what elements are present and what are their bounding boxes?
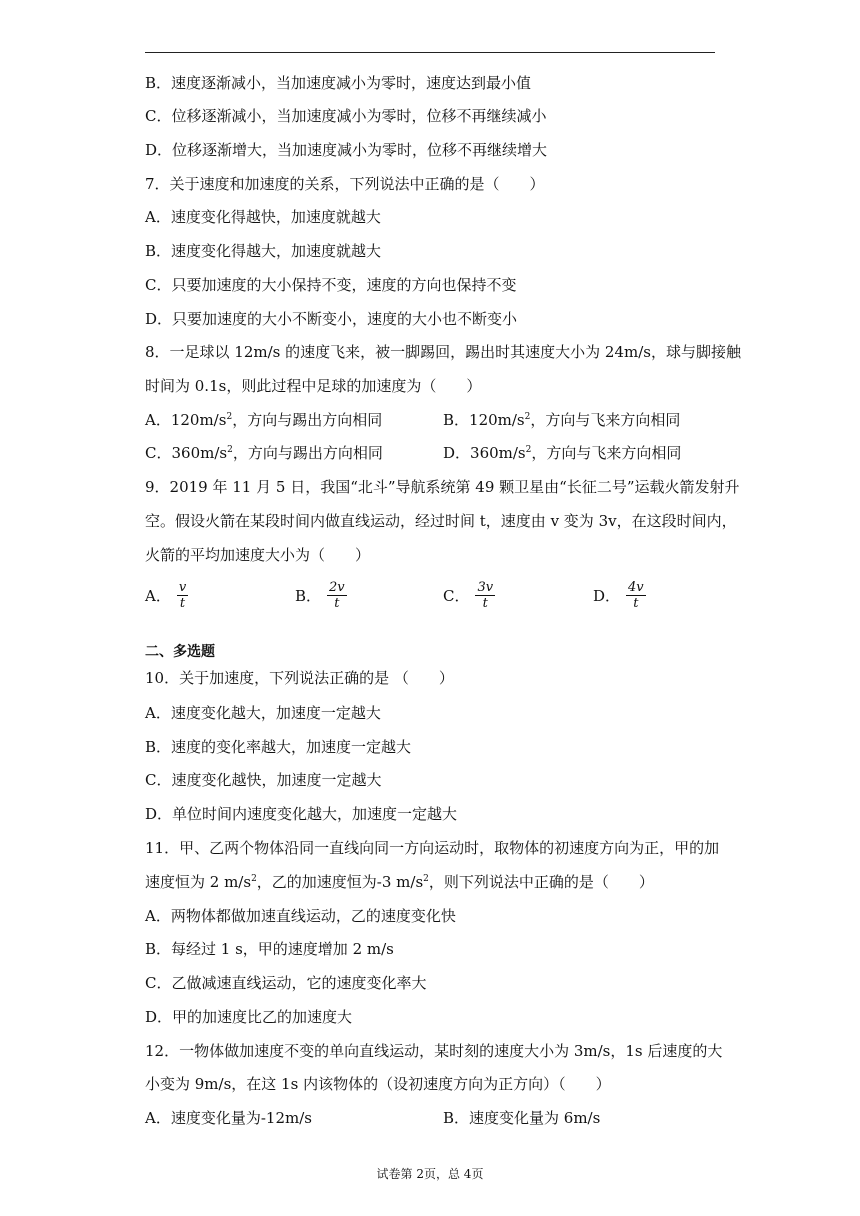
- page-footer: 试卷第 2页，总 4页: [376, 1167, 484, 1181]
- q10-option-c: C．速度变化越快，加速度一定越大: [145, 771, 382, 789]
- q9-option-d-numerator: 4v: [628, 580, 644, 595]
- q8-option-d-post: ，方向与飞来方向相同: [531, 444, 682, 462]
- q11-stem-part-c: ，则下列说法中正确的是（ ）: [428, 873, 654, 891]
- q11-stem-part-b: ，乙的加速度恒为-3 m/s: [256, 873, 424, 891]
- q7-stem: 7．关于速度和加速度的关系，下列说法中正确的是（ ）: [145, 175, 545, 193]
- q8-option-a-sup: 2: [226, 412, 233, 422]
- q8-option-c-pre: C．360m/s: [145, 444, 228, 462]
- q12-option-b: B．速度变化量为 6m/s: [443, 1109, 601, 1127]
- q8-option-c-post: ，方向与踢出方向相同: [232, 444, 383, 462]
- q12-stem-line2: 小变为 9m/s，在这 1s 内该物体的（设初速度方向为正方向）（ ）: [145, 1075, 611, 1093]
- q8-option-a: [145, 410, 382, 430]
- q9-option-c-numerator: 3v: [477, 580, 494, 595]
- q8-option-d-sup: 2: [525, 445, 532, 455]
- q8-option-d: [443, 443, 681, 463]
- q8-option-a-pre: A．120m/s: [145, 411, 227, 429]
- q9-option-a-denominator: t: [179, 596, 186, 611]
- q6-option-d: D．位移逐渐增大，当加速度减小为零时，位移不再继续增大: [145, 141, 548, 159]
- section-heading-multi-choice: 二、多选题: [145, 644, 215, 660]
- q8-option-b: [443, 410, 680, 430]
- q8-option-c: [145, 443, 383, 463]
- q8-stem-line2: 时间为 0.1s，则此过程中足球的加速度为（ ）: [145, 377, 482, 395]
- q7-option-c: C．只要加速度的大小保持不变，速度的方向也保持不变: [145, 276, 517, 294]
- q9-option-d: [593, 580, 646, 611]
- q9-option-c-denominator: t: [482, 596, 488, 611]
- q9-stem-line2: 空。假设火箭在某段时间内做直线运动，经过时间 t，速度由 v 变为 3v，在这段时间内，: [145, 512, 737, 530]
- q9-option-a-fraction: [177, 580, 188, 611]
- q9-stem-line3: 火箭的平均加速度大小为（ ）: [145, 546, 371, 564]
- q9-option-d-denominator: t: [633, 596, 639, 611]
- q9-option-c-fraction: [475, 580, 495, 611]
- q10-stem: 10．关于加速度，下列说法正确的是 （ ）: [145, 669, 454, 687]
- q11-stem-part-a: 速度恒为 2 m/s: [145, 873, 252, 891]
- q8-option-d-pre: D．360m/s: [443, 444, 526, 462]
- q9-option-b-label: B．: [295, 586, 322, 605]
- q9-option-d-label: D．: [593, 586, 621, 605]
- q12-option-a: A．速度变化量为-12m/s: [145, 1109, 312, 1127]
- q8-option-a-post: ，方向与踢出方向相同: [232, 411, 383, 429]
- q11-stem-line2: [145, 872, 654, 892]
- q10-option-a: A．速度变化越大，加速度一定越大: [145, 704, 381, 722]
- q8-option-b-post: ，方向与飞来方向相同: [530, 411, 681, 429]
- q11-stem-line1: 11．甲、乙两个物体沿同一直线向同一方向运动时，取物体的初速度方向为正，甲的加: [145, 839, 720, 857]
- q7-option-a: A．速度变化得越快，加速度就越大: [145, 208, 381, 226]
- q9-option-b-denominator: t: [334, 596, 340, 611]
- q7-option-d: D．只要加速度的大小不断变小，速度的大小也不断变小: [145, 310, 518, 328]
- q11-option-d: D．甲的加速度比乙的加速度大: [145, 1008, 353, 1026]
- q11-option-c: C．乙做减速直线运动，它的速度变化率大: [145, 974, 427, 992]
- q7-option-b: B．速度变化得越大，加速度就越大: [145, 242, 382, 260]
- q9-option-d-fraction: [626, 580, 646, 611]
- q11-option-a: A．两物体都做加速直线运动，乙的速度变化快: [145, 907, 456, 925]
- q9-option-b-numerator: 2v: [329, 580, 345, 595]
- q8-stem-line1: 8．一足球以 12m/s 的速度飞来，被一脚踢回，踢出时其速度大小为 24m/s，球与脚接触: [145, 343, 741, 361]
- q9-option-a-label: A．: [145, 586, 171, 605]
- q11-option-b: B．每经过 1 s，甲的速度增加 2 m/s: [145, 940, 394, 958]
- q8-option-b-pre: B．120m/s: [443, 411, 525, 429]
- q10-option-b: B．速度的变化率越大，加速度一定越大: [145, 738, 412, 756]
- q9-stem-line1: 9．2019 年 11 月 5 日，我国“北斗”导航系统第 49 颗卫星由“长征二号”运载火箭发射升: [145, 478, 740, 496]
- q12-stem-line1: 12．一物体做加速度不变的单向直线运动，某时刻的速度大小为 3m/s，1s 后速度的大: [145, 1042, 723, 1060]
- q9-option-b: [295, 580, 347, 611]
- q8-option-c-sup: 2: [227, 445, 233, 455]
- q6-option-c: C．位移逐渐减小，当加速度减小为零时，位移不再继续减小: [145, 107, 547, 125]
- q11-sup-b: 2: [423, 874, 429, 884]
- q8-option-b-sup: 2: [524, 412, 531, 422]
- q9-option-a: [145, 580, 188, 611]
- q9-option-c: [443, 580, 495, 611]
- q11-sup-a: 2: [251, 874, 257, 884]
- q10-option-d: D．单位时间内速度变化越大，加速度一定越大: [145, 805, 458, 823]
- header-rule: [145, 52, 715, 53]
- q9-option-c-label: C．: [443, 586, 470, 605]
- q9-option-a-numerator: v: [178, 580, 187, 595]
- q9-option-b-fraction: [327, 580, 347, 611]
- q6-option-b: B．速度逐渐减小，当加速度减小为零时，速度达到最小值: [145, 74, 532, 92]
